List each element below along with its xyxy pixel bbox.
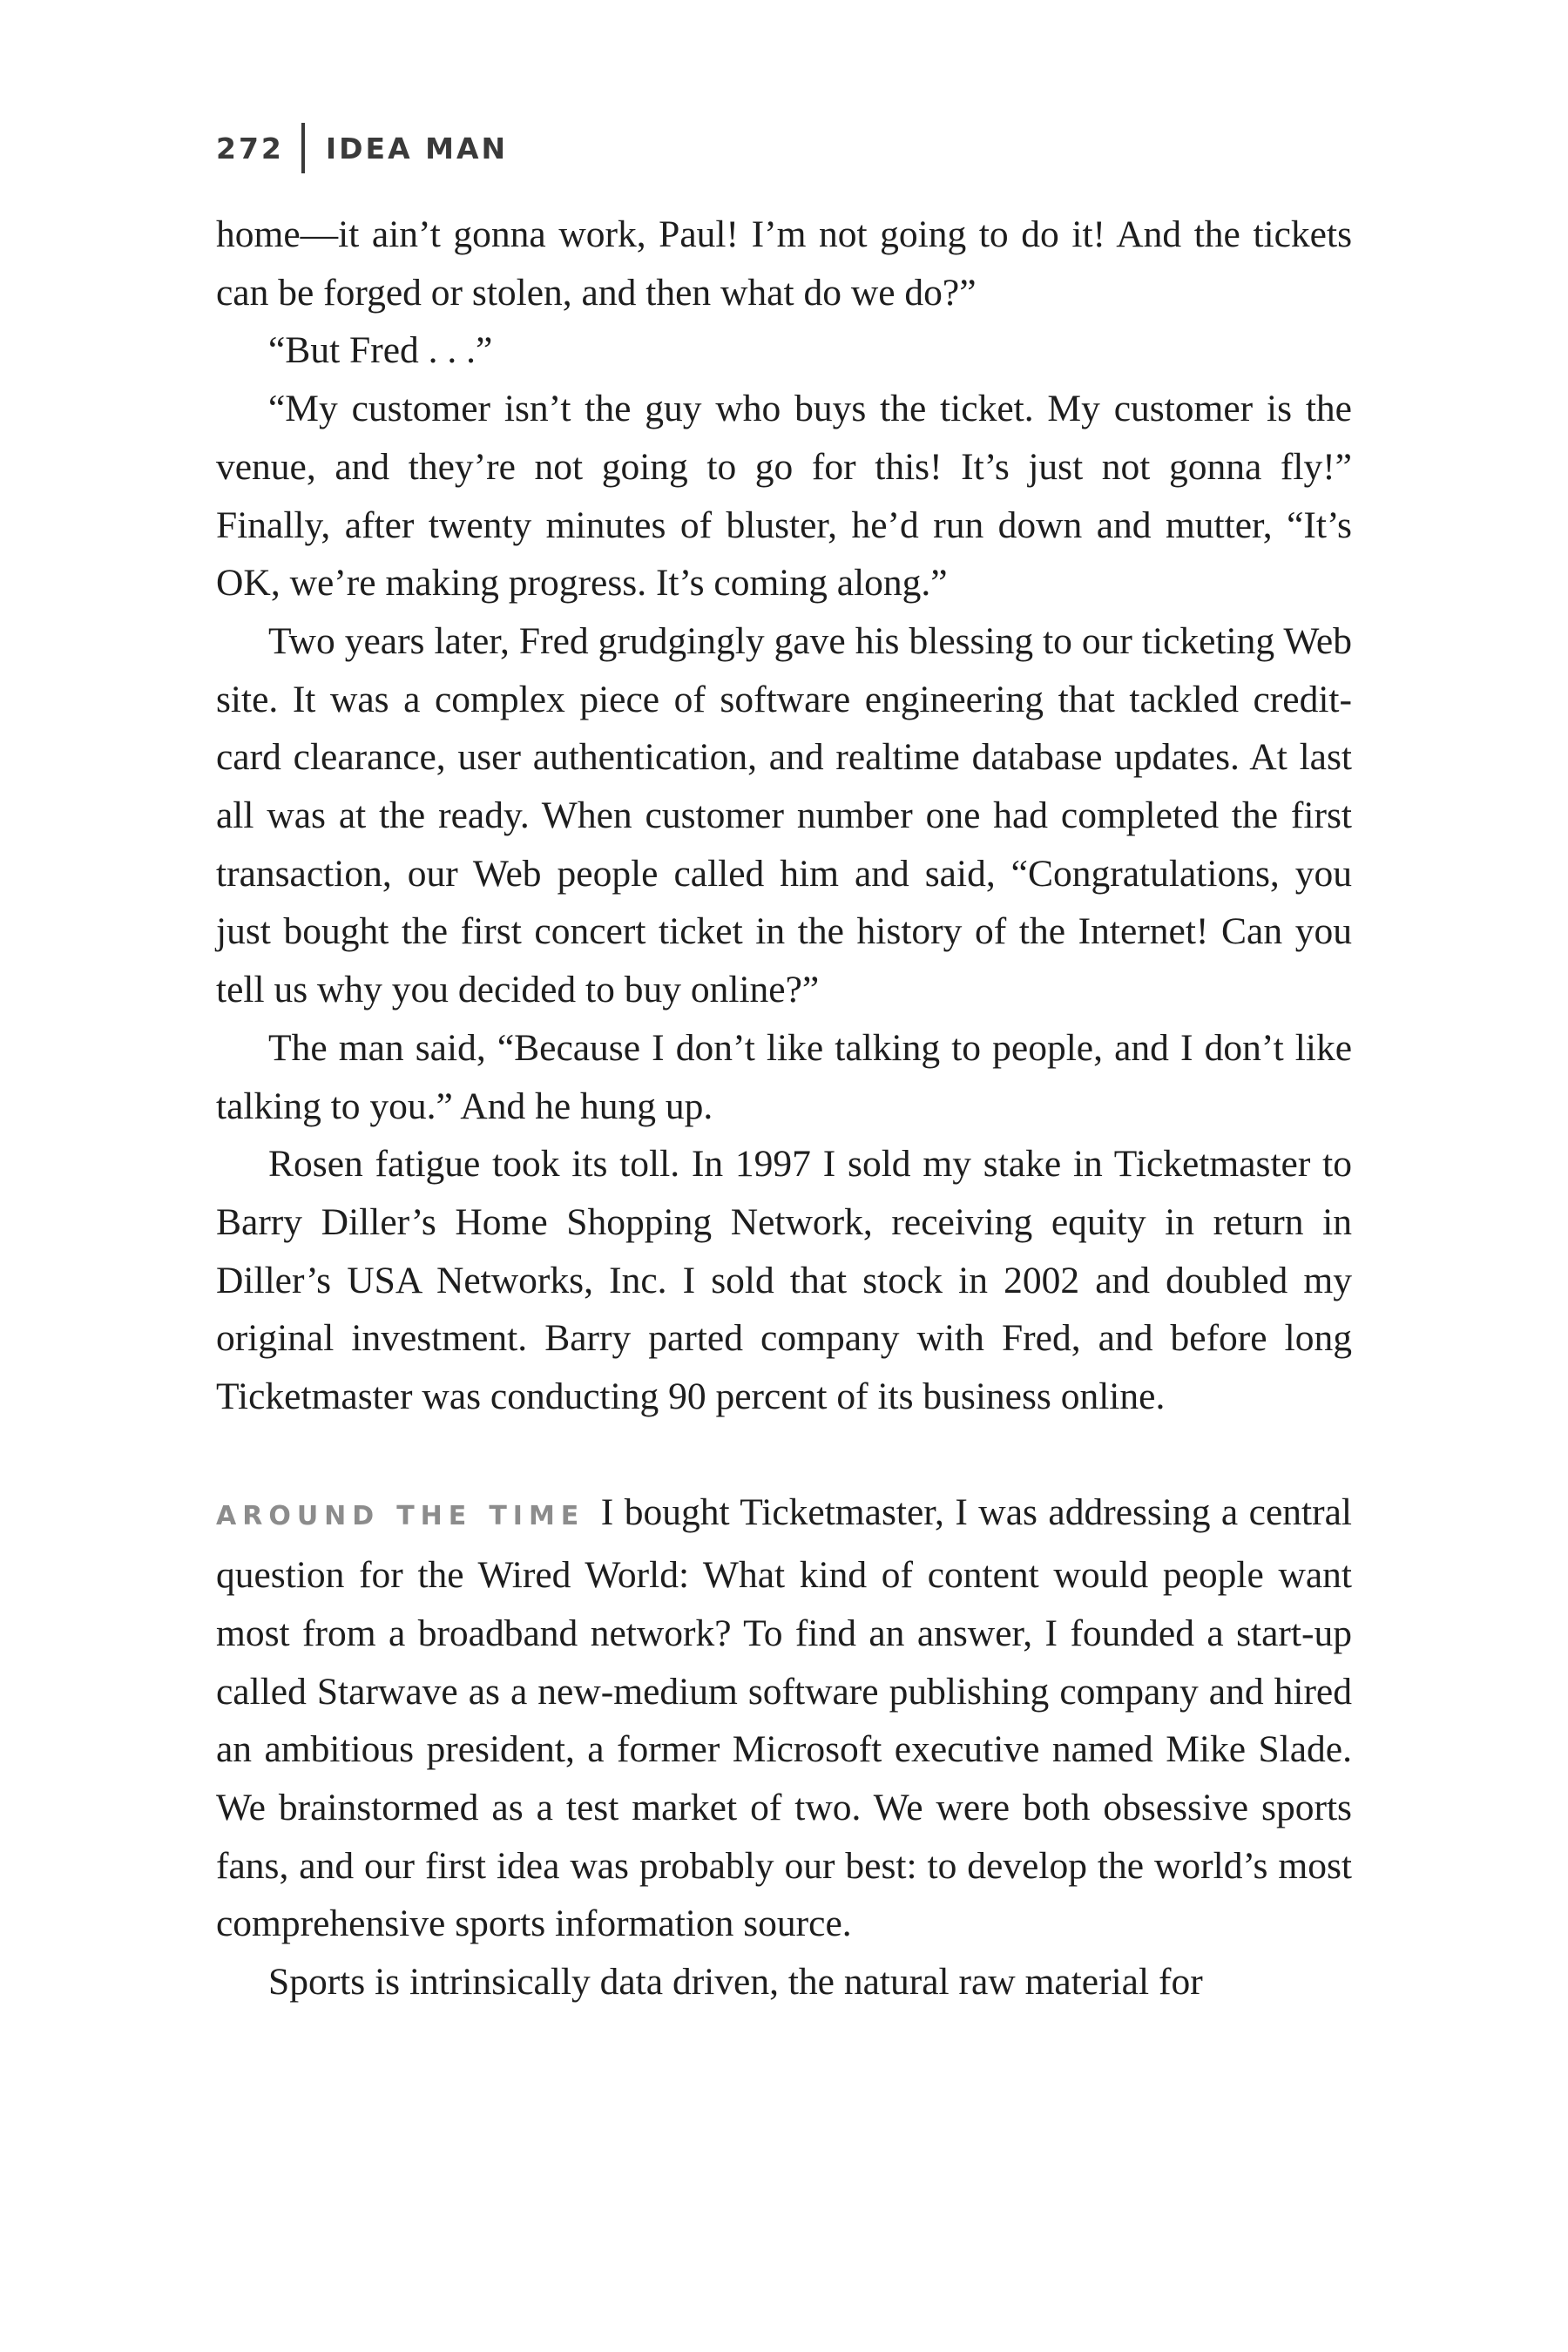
section-lead-in: AROUND THE TIME xyxy=(216,1501,585,1532)
section-opening-text: I bought Ticketmaster, I was addressing a central question for the Wired World: What kind of content would people want most from a broadband network? To find an answer, I founded a start-up called Starwave as a new-medium software publishing company and hired an ambitious president, a former Microsoft executive named Mike Slade. We brainstormed as a test market of two. We were both obsessive sports fans, and our first idea was probably our best: to develop the world’s most comprehensive sports information source. xyxy=(216,1491,1353,1945)
paragraph: Rosen fatigue took its toll. In 1997 I sold my stake in Ticketmaster to Barry Diller’s Home Shopping Network, receiving equity in return in Diller’s USA Networks, Inc. I sold that stock in 2002 and doubled my original investment. Barry parted company with Fred, and before long Ticketmaster was conducting 90 percent of its business online. xyxy=(216,1143,1352,1418)
section-opening-paragraph xyxy=(216,1484,1352,1953)
paragraph: Sports is intrinsically data driven, the natural raw material for xyxy=(268,1961,1203,2004)
body-text xyxy=(216,206,1352,2011)
paragraph: “My customer isn’t the guy who buys the ticket. My customer is the venue, and they’re not going to go for this! It’s just not gonna fly!” Finally, after twenty minutes of bluster, he’d run down and mutter, “It’s OK, we’re making progress. It’s coming along.” xyxy=(216,388,1352,605)
page-number: 272 xyxy=(216,131,284,166)
running-header xyxy=(216,122,508,174)
paragraph: The man said, “Because I don’t like talking to people, and I don’t like talking to you.” And he hung up. xyxy=(216,1026,1352,1127)
paragraph: Two years later, Fred grudgingly gave his blessing to our ticketing Web site. It was a complex piece of software engineering that tackled credit-card clearance, user authentication, and realtime database updates. At last all was at the ready. When customer number one had completed the first transaction, our Web people called him and said, “Congratulations, you just bought the first concert ticket in the history of the Internet! Can you tell us why you decided to buy online?” xyxy=(216,619,1352,1011)
header-divider xyxy=(301,123,305,173)
book-title: IDEA MAN xyxy=(325,131,509,166)
paragraph: “But Fred . . .” xyxy=(268,329,493,372)
paragraph-continued: home—it ain’t gonna work, Paul! I’m not going to do it! And the tickets can be forged or stolen, and then what do we do?” xyxy=(216,213,1352,314)
